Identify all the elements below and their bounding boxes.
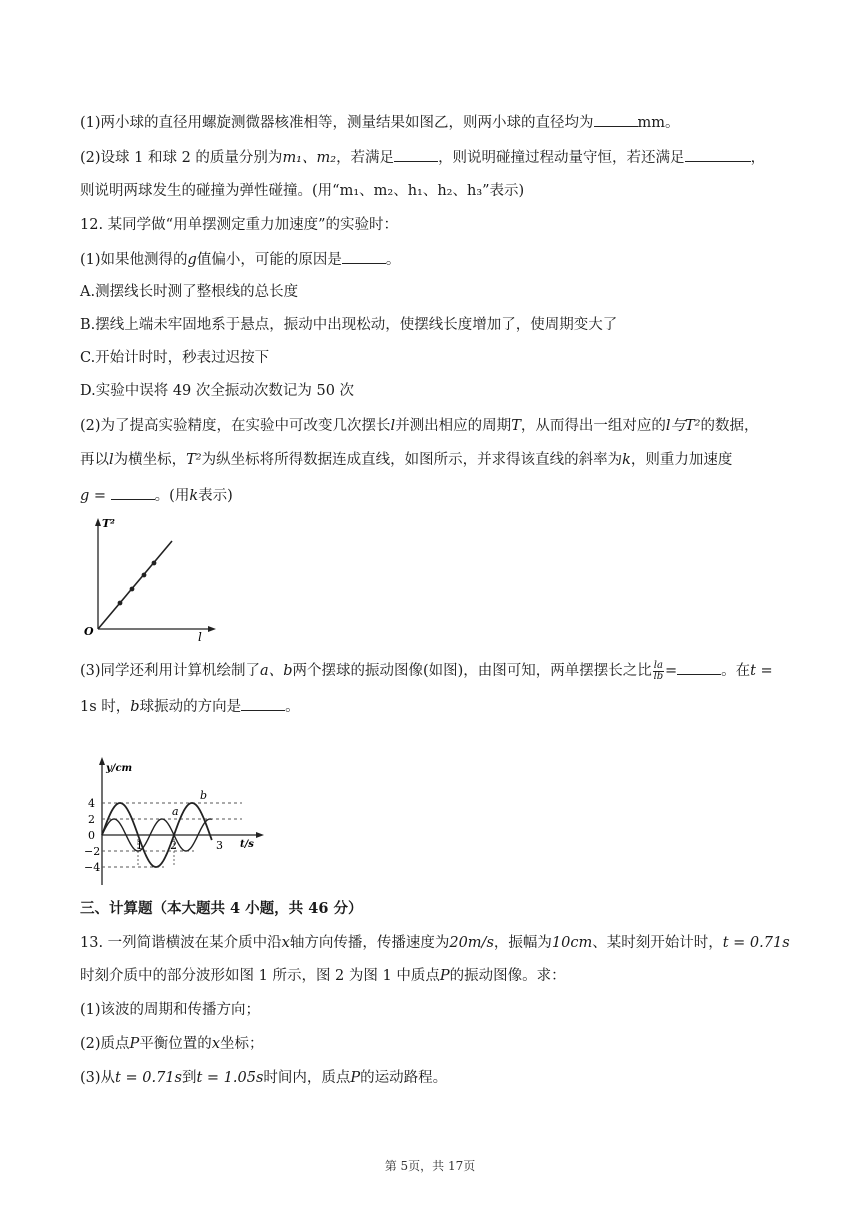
ytick-neg2: −2 [84, 845, 101, 858]
g-equals: g = [80, 488, 107, 504]
figure-oscillation-graph [84, 755, 270, 891]
q11-part2-cont-text: 则说明两球发生的碰撞为弹性碰撞。(用“m₁、m₂、h₁、h₂、h₃”表示) [80, 183, 525, 199]
l-symbol: l [390, 418, 396, 434]
q12-part3-cont [80, 696, 300, 717]
q12-part2 [80, 416, 758, 436]
q12-part3-end: 。 [285, 699, 300, 715]
q11-part2-text2: ，若满足 [336, 150, 395, 166]
q13-text2: 轴方向传播，传播速度为 [289, 935, 450, 951]
q13-text5: 时刻介质中的部分波形如图 1 所示，图 2 为图 1 中质点 [80, 968, 440, 984]
q12-part2-cont [80, 450, 732, 470]
ytick-0: 0 [88, 829, 95, 842]
q13-part3-text4: 的运动路程。 [360, 1070, 448, 1086]
q12-part2-text: (2)为了提高实验精度，在实验中可改变几次摆长 [80, 418, 391, 434]
b-symbol: b [130, 699, 140, 715]
option-d [80, 381, 354, 401]
q11-part2-comma: ， [750, 150, 766, 166]
q12-part3-text: (3)同学还利用计算机绘制了 [80, 663, 261, 679]
q12-part2-text10: 表示) [198, 488, 233, 504]
xtick-2: 2 [170, 839, 177, 852]
q13-part3-text3: 时间内，质点 [263, 1070, 351, 1086]
q13-text: 13. 一列简谐横波在某介质中沿 [80, 935, 282, 951]
fig2-ylabel: y/cm [106, 763, 133, 774]
q11-part2-text3: ，则说明碰撞过程动量守恒，若还满足 [438, 150, 685, 166]
answer-blank[interactable] [685, 147, 751, 162]
q13-part2-text3: 坐标； [220, 1036, 264, 1052]
answer-blank[interactable] [241, 696, 285, 711]
q13-text4: 、某时刻开始计时， [592, 935, 723, 951]
fig1-xlabel: l [198, 630, 202, 644]
time-end: t = 1.05s [196, 1070, 264, 1086]
q13-stem [80, 933, 790, 953]
fig1-origin: O [84, 625, 94, 638]
k-symbol: k [622, 452, 631, 468]
q13-part1-text: (1)该波的周期和传播方向； [80, 1002, 261, 1018]
page-footer: 第 5页，共 17页 [384, 1159, 476, 1173]
answer-blank[interactable] [111, 485, 155, 500]
q11-part1 [80, 112, 680, 133]
q12-title-text: 12. 某同学做“用单摆测定重力加速度”的实验时： [80, 217, 398, 233]
time-start: t = 0.71s [115, 1070, 182, 1086]
q11-part2-cont [80, 181, 524, 201]
lb-symbol: lb [653, 670, 664, 682]
t-equals: t = [750, 663, 773, 679]
answer-blank[interactable] [394, 147, 438, 162]
option-b-text: B.摆线上端未牢固地系于悬点，振动中出现松动，使摆线长度增加了，使周期变大了 [80, 317, 618, 333]
speed-value: 20m/s [449, 935, 494, 951]
section-3-title [80, 899, 362, 919]
P-symbol: P [350, 1070, 361, 1086]
answer-blank[interactable] [677, 660, 721, 675]
option-d-text: D.实验中误将 49 次全振动次数记为 50 次 [80, 383, 355, 399]
q12-part2-text6: 为横坐标， [113, 452, 187, 468]
q12-part1 [80, 249, 400, 270]
q13-text3: ，振幅为 [493, 935, 552, 951]
ab-symbols: a、b [260, 663, 293, 679]
ytick-2: 2 [88, 813, 95, 826]
xtick-1: 1 [136, 839, 143, 852]
fig2-xlabel: t/s [240, 839, 254, 850]
label-a: a [172, 805, 179, 818]
q12-part2-text2: 并测出相应的周期 [395, 418, 512, 434]
length-ratio [653, 661, 664, 682]
la-symbol: la [653, 659, 663, 671]
q13-text6: 的振动图像。求： [449, 968, 566, 984]
q13-part1 [80, 1000, 260, 1020]
q12-part1-text: (1)如果他测得的 [80, 252, 188, 268]
xtick-3: 3 [216, 839, 223, 852]
x-symbol: x [281, 935, 290, 951]
q11-part1-text: (1)两小球的直径用螺旋测微器核准相等，测量结果如图乙，则两小球的直径均为 [80, 115, 594, 131]
q12-title [80, 215, 398, 235]
q12-part2-text3: ，从而得出一组对应的 [520, 418, 666, 434]
q12-part2-text7: 为纵坐标将所得数据连成直线，如图所示，并求得该直线的斜率为 [201, 452, 623, 468]
T-symbol: T [511, 418, 521, 434]
time-value: t = 0.71s [722, 935, 790, 951]
q12-part2-text8: ，则重力加速度 [630, 452, 733, 468]
q12-part3 [80, 660, 773, 682]
ytick-4: 4 [88, 797, 95, 810]
fig1-ylabel: T² [102, 517, 116, 530]
q12-part3-text4: 1s 时， [80, 699, 131, 715]
section-3-title-text: 三、计算题（本大题共 4 小题，共 46 分） [80, 900, 363, 917]
amplitude-value: 10cm [551, 935, 593, 951]
option-c [80, 348, 269, 368]
q12-part3-text5: 球振动的方向是 [139, 699, 242, 715]
k-symbol: k [189, 488, 199, 504]
answer-blank[interactable] [342, 249, 386, 264]
q13-part3-text: (3)从 [80, 1070, 116, 1086]
option-a-text: A.测摆线长时测了整根线的总长度 [80, 284, 299, 300]
P-symbol: P [439, 968, 450, 984]
option-b [80, 315, 617, 335]
q12-part2-text9: 。(用 [154, 488, 190, 504]
q13-part2-text2: 平衡位置的 [139, 1036, 212, 1052]
q12-part2-answer [80, 485, 233, 506]
q13-part2-text: (2)质点 [80, 1036, 130, 1052]
q11-part2 [80, 147, 765, 168]
ytick-neg4: −4 [84, 861, 101, 874]
q11-part1-unit: mm。 [637, 115, 680, 131]
P-symbol: P [129, 1036, 140, 1052]
q12-part3-text2: 两个摆球的振动图像(如图)，由图可知，两单摆摆长之比 [292, 663, 652, 679]
q12-part1-text2: 值偏小，可能的原因是 [196, 252, 342, 268]
label-b: b [200, 789, 208, 802]
q13-part3-text2: 到 [181, 1070, 197, 1086]
T2-symbol: T² [186, 452, 202, 468]
q13-part2 [80, 1034, 264, 1054]
q12-part2-text5: 再以 [80, 452, 109, 468]
q12-part1-end: 。 [385, 252, 401, 268]
figure-t2-vs-l [80, 513, 220, 645]
l-symbol: l [109, 452, 114, 468]
q13-stem-cont [80, 966, 566, 986]
q13-part3 [80, 1068, 447, 1088]
equals-sign: = [664, 663, 678, 679]
answer-blank[interactable] [594, 112, 638, 127]
l-T2-symbols: l与T² [665, 418, 701, 434]
x-symbol: x [211, 1036, 220, 1052]
option-c-text: C.开始计时时，秒表过迟按下 [80, 350, 270, 366]
q12-part2-text4: 的数据， [700, 418, 759, 434]
q12-part3-text3: 。在 [721, 663, 751, 679]
g-symbol: g [187, 252, 197, 268]
q11-part2-text: (2)设球 1 和球 2 的质量分别为 [80, 150, 283, 166]
option-a [80, 282, 298, 302]
mass-symbols: m₁、m₂ [282, 150, 337, 166]
